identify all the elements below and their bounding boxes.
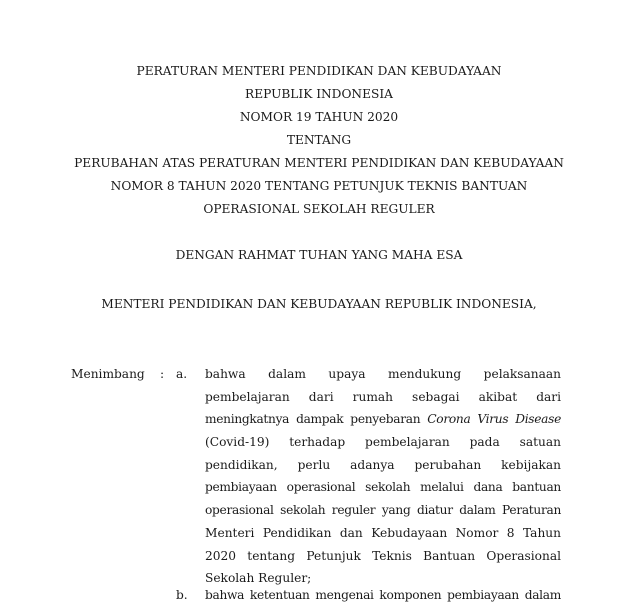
item-a-line: bahwa dalam upaya mendukung pelaksanaan <box>205 367 561 381</box>
regulation-title-line-1: PERATURAN MENTERI PENDIDIKAN DAN KEBUDAYAAN <box>136 64 502 78</box>
regulation-title-line-2: REPUBLIK INDONESIA <box>245 87 393 101</box>
blessing-line: DENGAN RAHMAT TUHAN YANG MAHA ESA <box>175 248 463 262</box>
item-a-line: Sekolah Reguler; <box>205 571 312 586</box>
item-a-line: Menteri Pendidikan dan Kebudayaan Nomor 8 Tahun <box>205 525 561 540</box>
item-a-letter: a. <box>176 367 188 381</box>
item-b-line: bahwa ketentuan mengenai komponen pembiayaan dalam <box>205 588 561 602</box>
item-a-line: 2020 tentang Petunjuk Teknis Bantuan Operasional <box>205 548 561 563</box>
item-a-line: pembiayaan operasional sekolah melalui dana bantuan <box>205 480 561 495</box>
regulation-number: NOMOR 19 TAHUN 2020 <box>239 110 399 124</box>
item-b-letter: b. <box>176 588 188 602</box>
item-a-line: (Covid-19) terhadap pembelajaran pada satuan <box>205 435 561 450</box>
item-a-line-text: meningkatnya dampak penyebaran <box>205 412 421 427</box>
minister-line: MENTERI PENDIDIKAN DAN KEBUDAYAAN REPUBLIK INDONESIA, <box>101 297 537 311</box>
italic-disease-term: Corona Virus Disease <box>427 412 562 427</box>
regulation-subject-line-2: NOMOR 8 TAHUN 2020 TENTANG PETUNJUK TEKNIS BANTUAN <box>110 179 528 193</box>
item-a-line: operasional sekolah reguler yang diatur dalam Peraturan <box>205 503 561 518</box>
considering-colon: : <box>160 367 165 381</box>
regulation-subject-line-1: PERUBAHAN ATAS PERATURAN MENTERI PENDIDIKAN DAN KEBUDAYAAN <box>74 156 564 170</box>
regulation-about-label: TENTANG <box>286 133 352 147</box>
item-a-line <box>205 411 561 434</box>
item-b-paragraph <box>205 587 561 610</box>
regulation-subject-line-3: OPERASIONAL SEKOLAH REGULER <box>203 202 435 216</box>
considering-label: Menimbang <box>71 367 145 381</box>
item-a-line: pembelajaran dari rumah sebagai akibat dari <box>205 389 561 404</box>
item-a-line: pendidikan, perlu adanya perubahan kebijakan <box>205 457 561 472</box>
item-a-paragraph <box>205 366 561 593</box>
